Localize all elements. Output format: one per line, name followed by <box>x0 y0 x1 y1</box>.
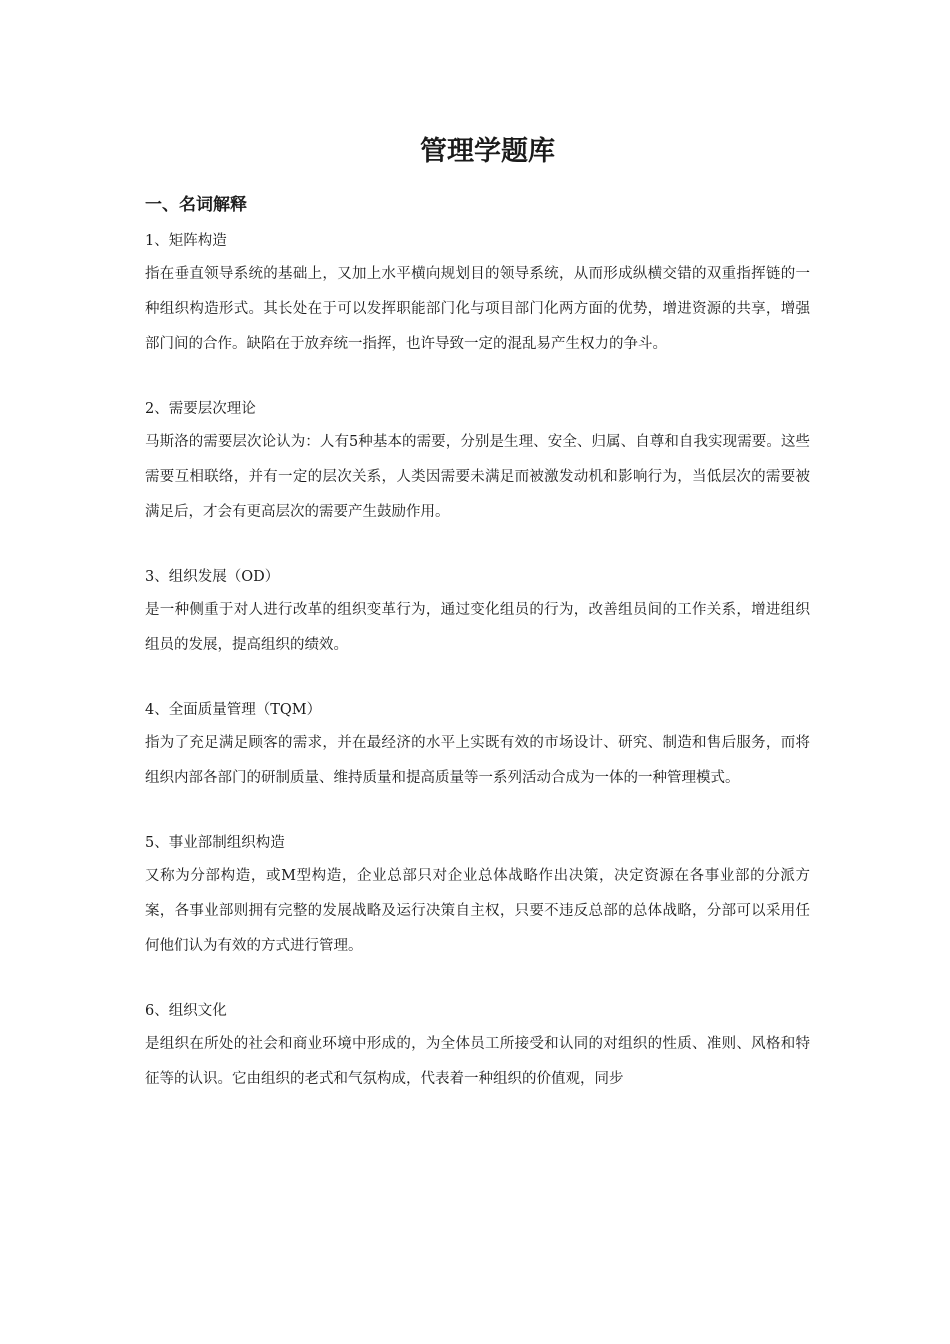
term-entry-2 <box>145 396 810 530</box>
section-heading: 一、名词解释 <box>145 195 247 215</box>
term-definition: 马斯洛的需要层次论认为：人有5种基本的需要，分别是生理、安全、归属、自尊和自我实现需要。这些需要互相联络，并有一定的层次关系，人类因需要未满足而被激发动机和影响行为，当低层次的需要被满足后，才会有更高层次的需要产生鼓励作用。 <box>145 434 810 520</box>
term-list <box>145 228 810 1131</box>
term-entry-3 <box>145 564 810 663</box>
term-definition: 是一种侧重于对人进行改革的组织变革行为，通过变化组员的行为，改善组员间的工作关系，增进组织组员的发展，提高组织的绩效。 <box>145 602 810 653</box>
term-entry-5 <box>145 830 810 964</box>
page-title: 管理学题库 <box>420 136 555 167</box>
term-title: 2、需要层次理论 <box>145 401 256 417</box>
term-definition: 又称为分部构造，或M型构造，企业总部只对企业总体战略作出决策，决定资源在各事业部的分派方案，各事业部则拥有完整的发展战略及运行决策自主权，只要不违反总部的总体战略，分部可以采用任何他们认为有效的方式进行管理。 <box>145 868 810 954</box>
term-title: 3、组织发展（OD） <box>145 569 280 585</box>
term-title: 4、全面质量管理（TQM） <box>145 702 322 718</box>
term-entry-4 <box>145 697 810 796</box>
term-title: 5、事业部制组织构造 <box>145 835 285 851</box>
term-title: 6、组织文化 <box>145 1003 227 1019</box>
term-definition: 是组织在所处的社会和商业环境中形成的，为全体员工所接受和认同的对组织的性质、准则、风格和特征等的认识。它由组织的老式和气氛构成，代表着一种组织的价值观，同步 <box>145 1036 810 1087</box>
term-title: 1、矩阵构造 <box>145 233 227 249</box>
term-entry-6 <box>145 998 810 1097</box>
term-entry-1 <box>145 228 810 362</box>
term-definition: 指在垂直领导系统的基础上，又加上水平横向规划目的领导系统，从而形成纵横交错的双重指挥链的一种组织构造形式。其长处在于可以发挥职能部门化与项目部门化两方面的优势，增进资源的共享，增强部门间的合作。缺陷在于放弃统一指挥，也许导致一定的混乱易产生权力的争斗。 <box>145 266 810 352</box>
term-definition: 指为了充足满足顾客的需求，并在最经济的水平上实既有效的市场设计、研究、制造和售后服务，而将组织内部各部门的研制质量、维持质量和提高质量等一系列活动合成为一体的一种管理模式。 <box>145 735 810 786</box>
